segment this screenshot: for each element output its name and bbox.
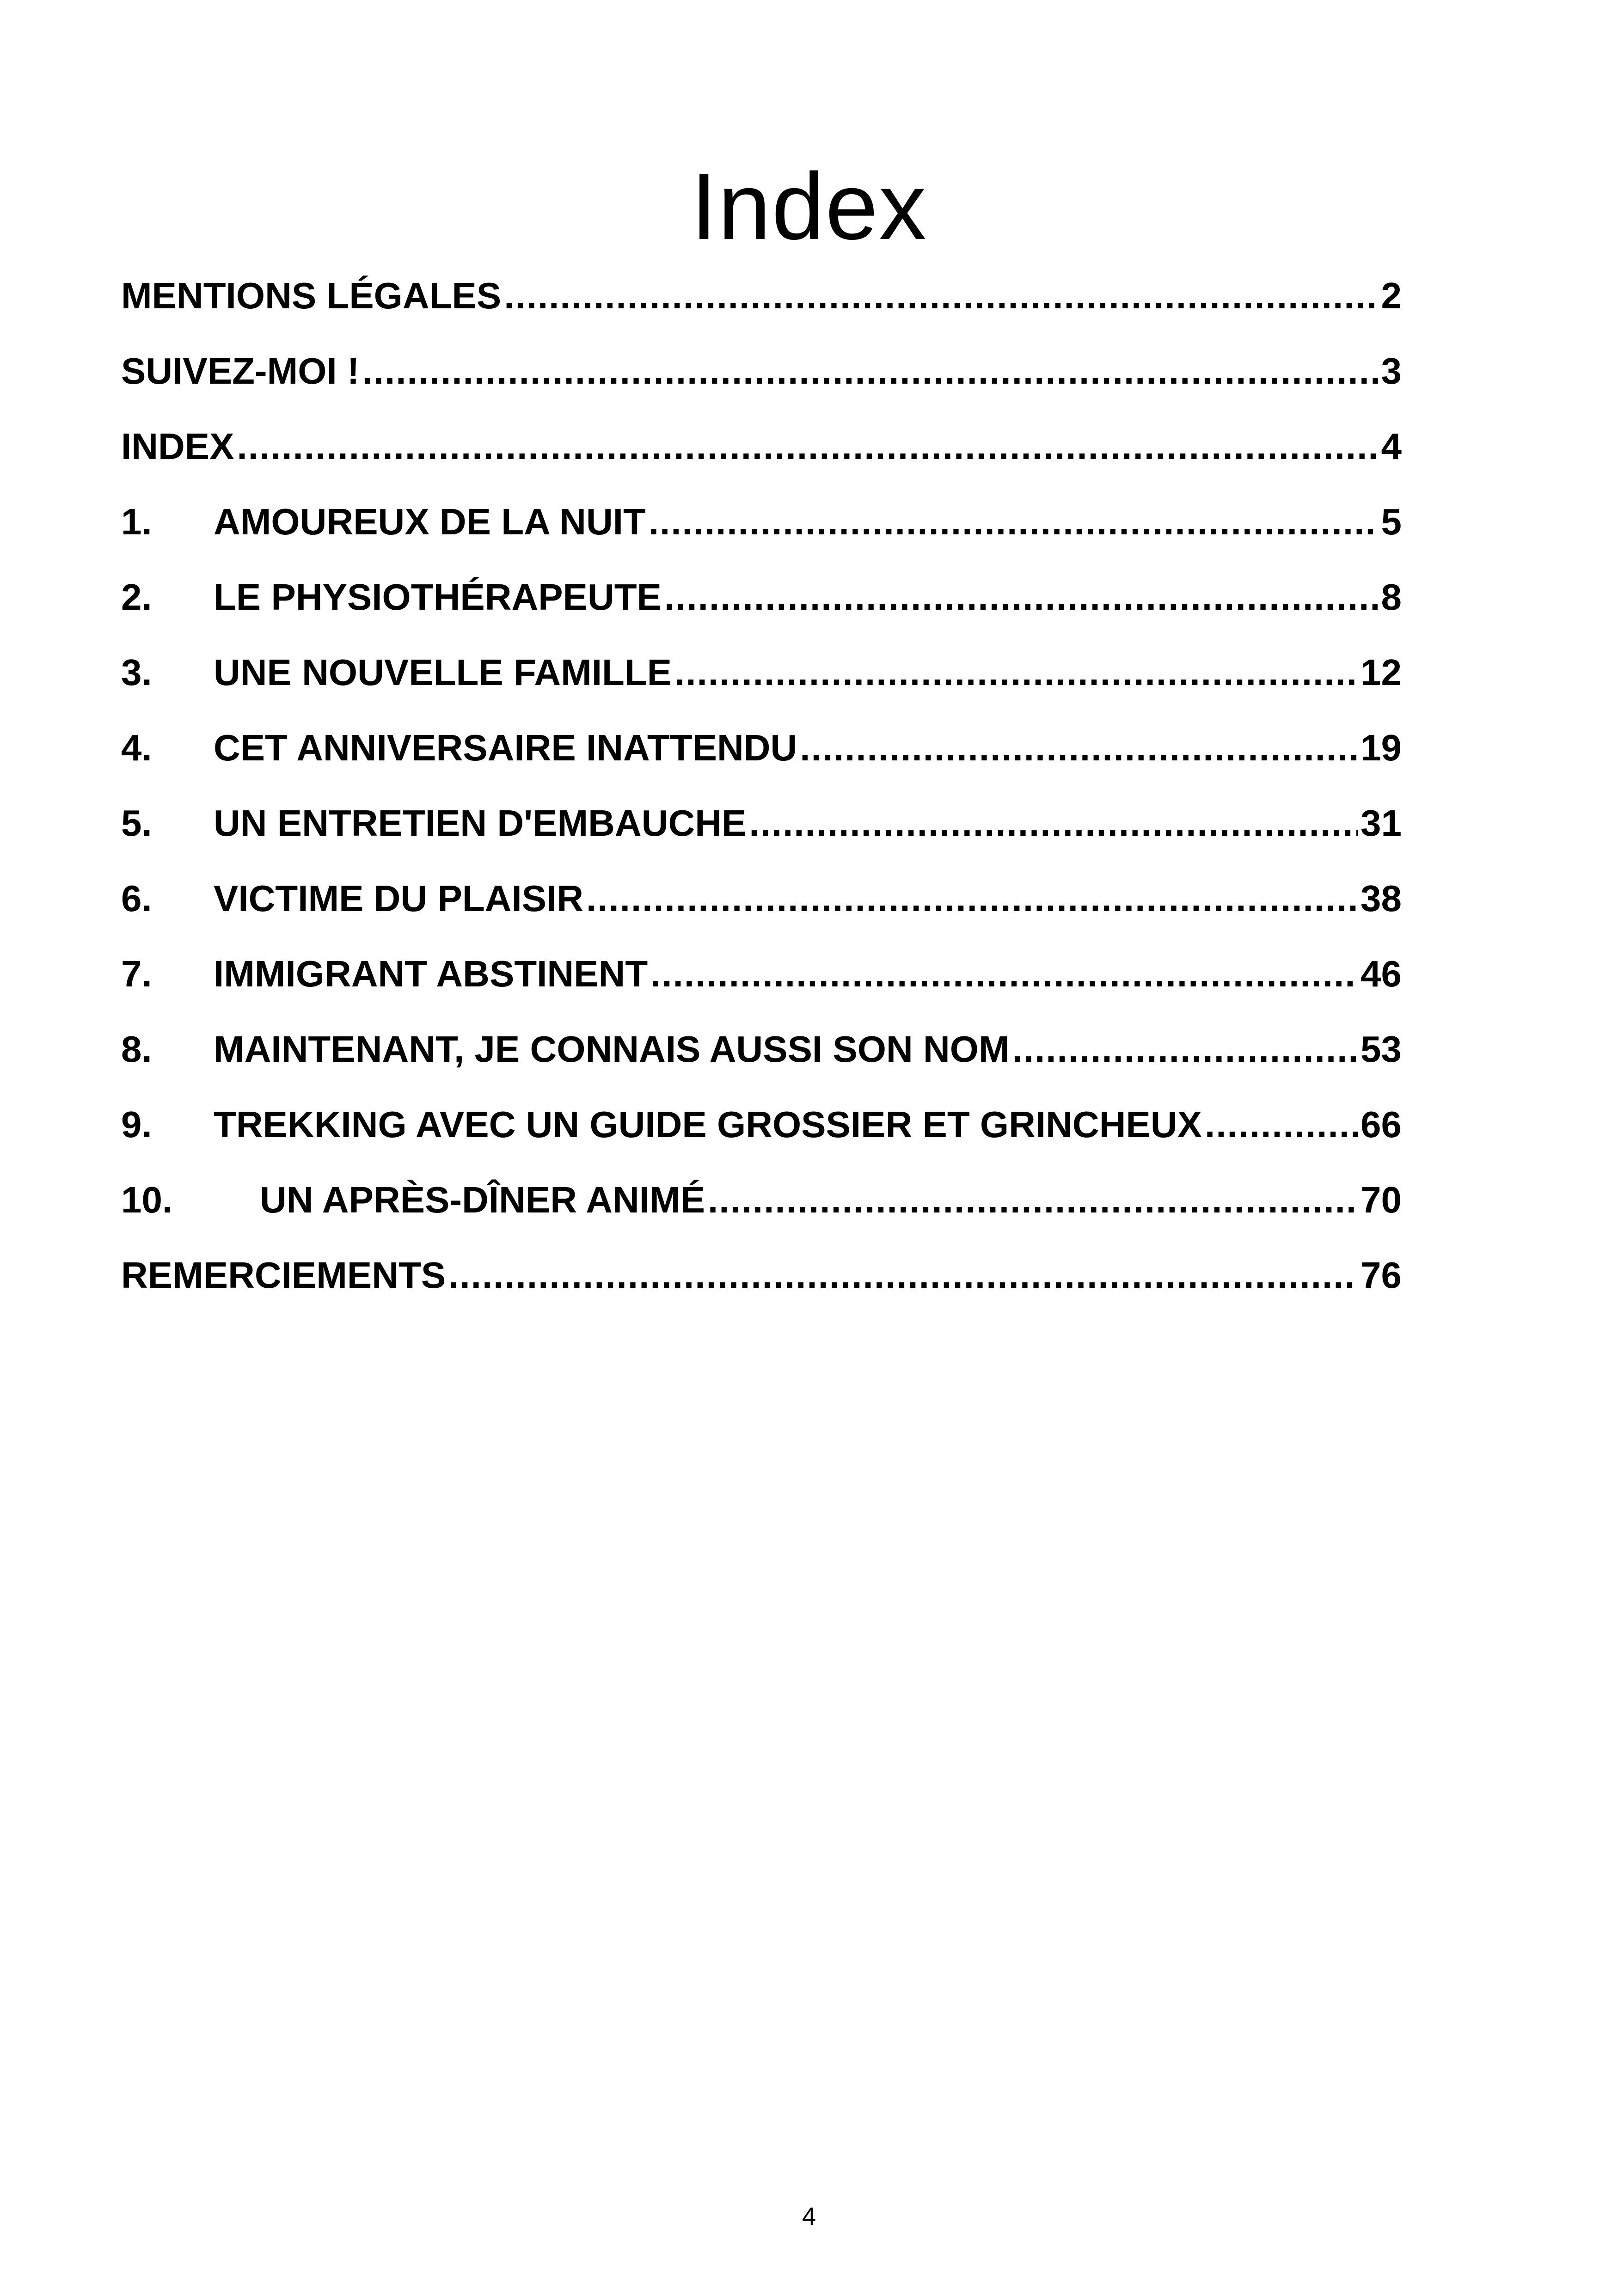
toc-entry[interactable] xyxy=(121,638,1402,713)
toc-dot-leader xyxy=(1012,1015,1358,1084)
toc-entry-number: 9. xyxy=(121,1104,152,1145)
toc-entry-number: 8. xyxy=(121,1029,152,1070)
toc-dot-leader xyxy=(800,713,1358,783)
toc-entry-label: VICTIME DU PLAISIR xyxy=(214,878,584,919)
toc-entry-label: UN ENTRETIEN D'EMBAUCHE xyxy=(214,802,747,844)
toc-entry-page: 8 xyxy=(1381,576,1402,618)
toc-entry-page: 76 xyxy=(1361,1255,1402,1296)
toc-dot-leader xyxy=(749,789,1358,858)
toc-entry[interactable] xyxy=(121,1015,1402,1090)
toc-entry-page: 2 xyxy=(1381,275,1402,316)
toc-entry-label: AMOUREUX DE LA NUIT xyxy=(214,501,646,542)
toc-entry-label: UNE NOUVELLE FAMILLE xyxy=(214,652,672,693)
toc-entry-label: MAINTENANT, JE CONNAIS AUSSI SON NOM xyxy=(214,1029,1010,1070)
toc-entry-label: INDEX xyxy=(121,426,234,467)
toc-entry-label: MENTIONS LÉGALES xyxy=(121,275,502,316)
toc-entry-page: 31 xyxy=(1361,802,1402,844)
toc-entry[interactable] xyxy=(121,864,1402,939)
toc-entry-number: 7. xyxy=(121,953,152,994)
toc-entry-number: 4. xyxy=(121,727,152,768)
toc-dot-leader xyxy=(708,1165,1358,1235)
toc-entry-page: 53 xyxy=(1361,1029,1402,1070)
toc-entry-number: 6. xyxy=(121,878,152,919)
toc-entry[interactable] xyxy=(121,487,1402,563)
toc-entry-page: 4 xyxy=(1381,426,1402,467)
toc-dot-leader xyxy=(237,412,1379,481)
toc-dot-leader xyxy=(674,638,1358,707)
toc-entry-page: 70 xyxy=(1361,1179,1402,1220)
table-of-contents xyxy=(121,261,1402,1316)
toc-entry[interactable] xyxy=(121,939,1402,1015)
toc-entry[interactable] xyxy=(121,713,1402,789)
toc-entry-number: 10. xyxy=(121,1179,173,1220)
toc-entry-page: 66 xyxy=(1361,1104,1402,1145)
toc-dot-leader xyxy=(362,337,1379,406)
toc-dot-leader xyxy=(448,1241,1358,1310)
toc-entry-page: 19 xyxy=(1361,727,1402,768)
toc-entry[interactable] xyxy=(121,1090,1402,1165)
toc-entry-page: 38 xyxy=(1361,878,1402,919)
toc-entry[interactable] xyxy=(121,789,1402,864)
page-title: Index xyxy=(691,153,927,260)
toc-entry[interactable] xyxy=(121,1165,1402,1241)
toc-entry-label: SUIVEZ-MOI ! xyxy=(121,350,360,392)
toc-entry-page: 3 xyxy=(1381,350,1402,392)
toc-entry[interactable] xyxy=(121,337,1402,412)
toc-dot-leader xyxy=(1205,1090,1358,1159)
page-number: 4 xyxy=(802,2203,816,2230)
toc-dot-leader xyxy=(650,939,1358,1009)
toc-entry-page: 12 xyxy=(1361,652,1402,693)
toc-entry[interactable] xyxy=(121,563,1402,638)
toc-entry[interactable] xyxy=(121,1241,1402,1316)
toc-entry-page: 46 xyxy=(1361,953,1402,994)
toc-entry-page: 5 xyxy=(1381,501,1402,542)
toc-entry-label: TREKKING AVEC UN GUIDE GROSSIER ET GRINCHEUX xyxy=(214,1104,1202,1145)
toc-entry-number: 2. xyxy=(121,576,152,618)
toc-entry-number: 5. xyxy=(121,802,152,844)
toc-entry[interactable] xyxy=(121,412,1402,487)
toc-entry-label: CET ANNIVERSAIRE INATTENDU xyxy=(214,727,797,768)
toc-entry-number: 1. xyxy=(121,501,152,542)
toc-entry-number: 3. xyxy=(121,652,152,693)
toc-entry-label: LE PHYSIOTHÉRAPEUTE xyxy=(214,576,662,618)
toc-dot-leader xyxy=(649,487,1379,557)
toc-entry-label: REMERCIEMENTS xyxy=(121,1255,446,1296)
toc-dot-leader xyxy=(586,864,1358,933)
toc-entry-label: IMMIGRANT ABSTINENT xyxy=(214,953,648,994)
toc-entry[interactable] xyxy=(121,261,1402,337)
toc-entry-label: UN APRÈS-DÎNER ANIMÉ xyxy=(260,1179,705,1220)
toc-dot-leader xyxy=(664,563,1378,632)
toc-dot-leader xyxy=(504,261,1378,331)
